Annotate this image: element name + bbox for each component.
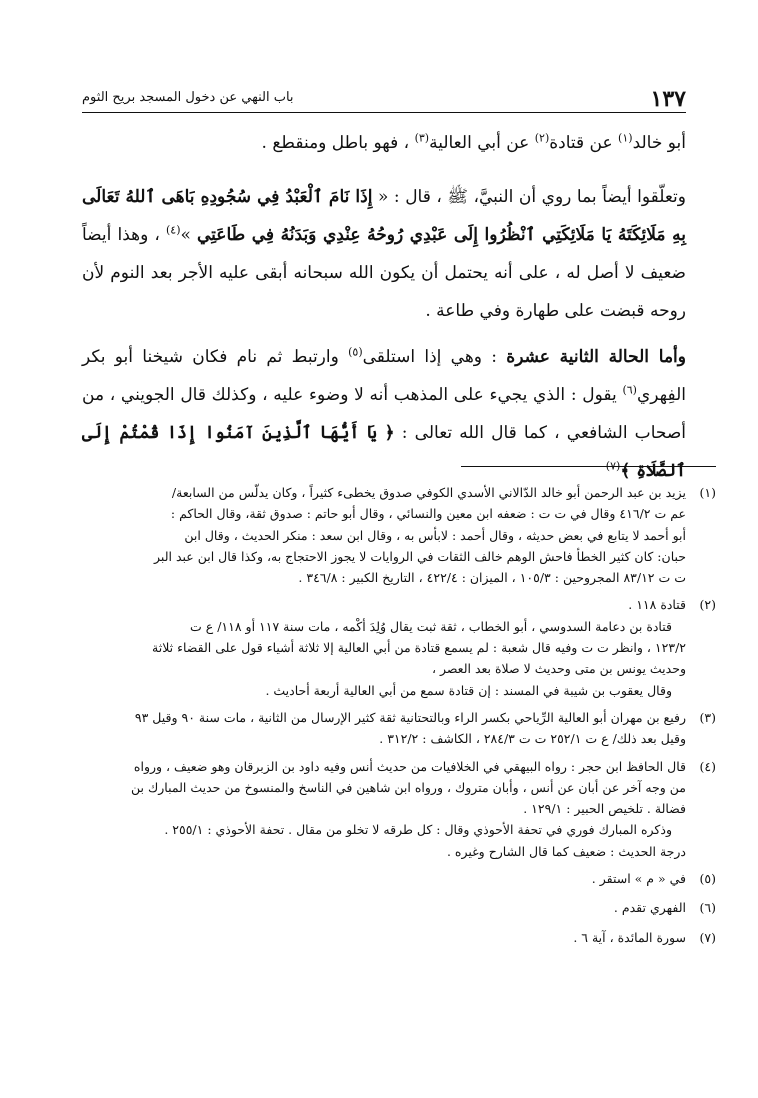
footnote-line: من وجه آخر عن أبان عن أنس ، وأبان متروك ، ورواه ابن شاهين في الناسخ والمنسوخ من حديث المبارك بن: [131, 779, 686, 795]
footnote-ref-7[interactable]: (٧): [605, 459, 621, 473]
footnote-line: ت ت ٨٣/١٢ المجروحين : ١٠٥/٣ ، الميزان : ٤٢٢/٤ ، التاريخ الكبير : ٣٤٦/٨ .: [298, 570, 686, 586]
footnote-2: [40, 594, 716, 700]
footnote-mark: (٧): [699, 929, 716, 945]
footnote-line: قال الحافظ ابن حجر : رواه البيهقي في الخلافيات من حديث أنس وفيه داود بن الزبرقان وهو ضعيف ، ورواه: [133, 758, 686, 774]
paragraph-3: وأما الحالة الثانية عشرة : وهي إذا استلقى$^{(٥)}$ وارتبط ثم نام فكان شيخنا أبو بكر الفِهري$^{(٦)}$ يقول : الذي يجيء على المذهب أنه لا وضوء عليه ، وكذلك قال الجويني ، من أصحاب الشافعي ، كما قال الله تعالى : ﴿ يَا أَيُّهَا ٱلَّذِينَ آمَنُوا إِذَا قُمْتُمْ إِلَى ٱلصَّلَاةِ ﴾$^{(٧)}$: [82, 345, 687, 481]
footnote-line: أبو أحمد لا يتابع في بعض حديثه ، وقال أحمد : لابأس به ، وقال ابن سعد : منكر الحديث ، وقال ابن: [184, 527, 686, 543]
page-number: ١٣٧: [650, 86, 686, 112]
footnote-ref-3[interactable]: (٣): [414, 131, 430, 145]
footnote-mark: (٢): [699, 597, 716, 613]
footnote-line: عم ت ٤١٦/٢ وقال في ت ت : ضعفه ابن معين والنسائي ، وقال أبو حاتم : صدوق ثقة، وقال الحاكم :: [170, 506, 686, 522]
footnote-line: سورة المائدة ، آية ٦ .: [573, 929, 686, 945]
section-lead: وأما الحالة الثانية عشرة: [506, 347, 686, 367]
footnote-ref-5[interactable]: (٥): [348, 345, 363, 359]
footnote-separator: [461, 466, 716, 467]
paragraph-2: وتعلّقوا أيضاً بما روي أن النبيَّ، ﷺ ، قال : « إِذَا نَامَ ٱلْعَبْدُ فِي سُجُودِهِ بَاهَى ٱللهُ تَعَالَى بِهِ مَلَائِكَتَهُ يَا مَلَائِكَتِي ٱنْظُرُوا إِلَى عَبْدِي رُوحُهُ عِنْدِي وَبَدَنُهُ فِي طَاعَتِي »$^{(٤)}$ ، وهذا أيضاً ضعيف لا أصل له ، على أنه يحتمل أن يكون الله سبحانه أبقى عليه الأجر بعد النوم لأن روحه قبضت على طهارة وفي طاعة .: [82, 187, 686, 321]
footnote-3: [40, 707, 716, 750]
main-text: [82, 124, 686, 490]
paragraph-1: أبو خالد$^{(١)}$ عن قتادة$^{(٢)}$ عن أبي العالية$^{(٣)}$ ، فهو باطل ومنقطع .: [261, 131, 686, 153]
footnote-mark: (٦): [699, 900, 716, 916]
footnote-7: [40, 927, 716, 948]
footnote-line: وقيل بعد ذلك/ ع ت ٢٥٢/١ ت ت ٢٨٤/٣ ، الكاشف : ٣١٢/٢ .: [379, 731, 686, 747]
footnote-line: حبان: كان كثير الخطأ فاحش الوهم خالف الثقات في الروايات لا يجوز الاحتجاج به، وكذا قال ابن عبد البر: [154, 548, 686, 564]
footnotes: [40, 482, 716, 956]
footnote-line: ١٢٣/٢ ، وانظر ت ت وفيه قال شعبة : لم يسمع قتادة من أبي العالية إلا ثلاثة أشياء قول على القضاء ثلاثة: [152, 640, 686, 656]
footnote-ref-1[interactable]: (١): [618, 131, 633, 145]
footnote-line: رفيع بن مهران أبو العالية الرِّياحي بكسر الراء وبالتحتانية ثقة كثير الإرسال من الثانية ، مات سنة ٩٠ وقيل ٩٣: [134, 709, 686, 725]
footnote-line: وحديث يونس بن متى وحديث لا صلاة بعد العصر ،: [431, 661, 686, 677]
footnote-mark: (١): [699, 485, 716, 500]
footnote-6: [40, 897, 716, 918]
footnote-line: في « م » استقر .: [591, 871, 686, 887]
footnote-4: [40, 756, 716, 862]
quran-verse: ﴿ يَا أَيُّهَا ٱلَّذِينَ آمَنُوا إِذَا قُمْتُمْ إِلَى ٱلصَّلَاةِ ﴾: [82, 423, 686, 481]
footnote-5: [40, 868, 716, 889]
footnote-line: يزيد بن عبد الرحمن أبو خالد الدّالاني الأسدي الكوفي صدوق يخطىء كثيراً ، وكان يدلّس من السابعة/: [171, 485, 686, 500]
footnote-1: [40, 482, 716, 588]
header-rule: [82, 112, 686, 113]
footnote-line: وذكره المبارك فوري في تحفة الأحوذي وقال : كل طرقه لا تخلو من مقال . تحفة الأحوذي : ٢٥٥/١ .: [164, 822, 672, 838]
footnote-line: فضالة . تلخيص الحبير : ١٢٩/١ .: [523, 801, 686, 817]
footnote-mark: (٥): [699, 871, 716, 887]
footnote-mark: (٤): [699, 758, 716, 774]
running-title: باب النهي عن دخول المسجد بريح الثوم: [82, 90, 294, 105]
footnote-line: درجة الحديث : ضعيف كما قال الشارح وغيره .: [446, 843, 686, 859]
footnote-ref-4[interactable]: (٤): [165, 223, 181, 237]
footnote-ref-2[interactable]: (٢): [534, 131, 550, 145]
footnote-line: وقال يعقوب بن شيبة في المسند : إن قتادة سمع من أبي العالية أربعة أحاديث .: [265, 682, 672, 698]
footnote-line: قتادة ١١٨ .: [628, 597, 686, 613]
footnote-line: الفهري تقدم .: [613, 900, 686, 916]
hadith-text: إِذَا نَامَ ٱلْعَبْدُ فِي سُجُودِهِ بَاهَى ٱللهُ تَعَالَى بِهِ مَلَائِكَتَهُ يَا مَلَائِكَتِي ٱنْظُرُوا إِلَى عَبْدِي رُوحُهُ عِنْدِي وَبَدَنُهُ فِي طَاعَتِي: [82, 187, 686, 245]
footnote-line: قتادة بن دعامة السدوسي ، أبو الخطاب ، ثقة ثبت يقال وُلِدَ أكْمه ، مات سنة ١١٧ أو ١١٨/ ع ت: [190, 618, 672, 634]
page-header: [82, 86, 686, 112]
footnote-ref-6[interactable]: (٦): [622, 383, 637, 397]
footnote-mark: (٣): [699, 709, 716, 725]
